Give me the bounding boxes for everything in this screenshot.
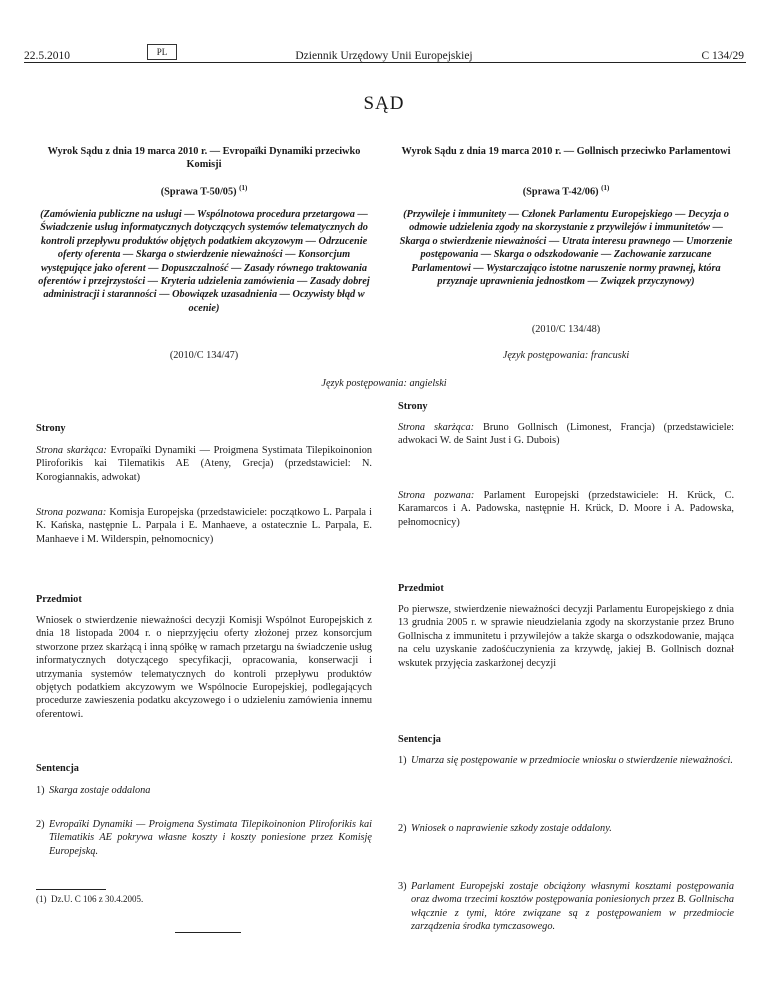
left-document-code: (2010/C 134/47) (169, 350, 239, 361)
left-ruling-item-2: 2) Evropaïki Dynamiki — Proigmena Systimata Tilepikoinonion Pliroforikis kai Tilematikis AE pokrywa własne koszty i koszty poniesione przez Komisję Europejską. (36, 819, 372, 857)
left-case-footnote-ref: (1) (239, 184, 248, 192)
footnote: (1) Dz.U. C 106 z 30.4.2005. (36, 894, 144, 904)
right-ruling-heading: Sentencja (398, 734, 441, 745)
language-badge: PL (147, 44, 177, 60)
right-document-code: (2010/C 134/48) (531, 324, 601, 335)
left-subject-text: Wniosek o stwierdzenie nieważności decyzji Komisji Wspólnot Europejskich z dnia 18 listopada 2004 r. o nieprzyjęciu oferty złożonej przez konsorcjum stworzone przez skarżącą i inną spółkę w ramach przetargu na świadczenie usług informatycznych dotyczącego specyfikacji, opracowania, konserwacji i utrzymania systemów telematycznych do kontroli przepływu produktów objętych podatkiem akcyzowym we Wspólnocie Europejskiej, podlegających procedurze zawieszenia podatku akcyzowego i o udzieleniu zamówienia innemu oferentowi. (36, 615, 372, 720)
right-applicant: Strona skarżąca: Bruno Gollnisch (Limonest, Francja) (przedstawiciele: adwokaci W. de Saint Just i G. Dubois) (398, 422, 734, 447)
left-case-number: (Sprawa T-50/05) $^{(1)}$ (160, 184, 248, 198)
footnote-rule (36, 889, 106, 890)
right-case-footnote-ref: (1) (601, 184, 610, 192)
section-title: SĄD (363, 93, 405, 114)
right-judgment-title: Wyrok Sądu z dnia 19 marca 2010 r. — Gollnisch przeciwko Parlamentowi (401, 146, 731, 157)
left-subject-keywords: (Zamówienia publiczne na usługi — Wspólnotowa procedura przetargowa — Świadczenie usług informatycznych dotyczących systemów telematycznych do kontroli przepływu produktów objętych podatkiem akcyzowym — Odrzucenie oferty oferenta — Skarga o stwierdzenie nieważności — Konsorcjum występujące jako oferent — Dopuszczalność — Zasady równego traktowania oferentów i przejrzystości — Kryteria udzielenia zamówienia — Zasady dobrej administracji i staranności — Obowiązek uzasadnienia — Oczywisty błąd w ocenie) (38, 209, 370, 314)
right-procedure-language: Język postępowania: francuski (502, 350, 630, 361)
page-reference: C 134/29 (701, 50, 744, 62)
page-end-rule (175, 932, 241, 933)
left-parties-heading: Strony (36, 423, 66, 434)
header-rule (24, 62, 746, 63)
right-subject-text: Po pierwsze, stwierdzenie nieważności decyzji Parlamentu Europejskiego z dnia 13 grudnia 2005 r. w sprawie nieudzielania zgody na skorzystanie przez Bruno Gollnischa z immunitetu i przywilejów a także skarga o odszkodowanie, mająca na celu uzyskanie zadośćuczynienia za krzywdę, jakiej B. Gollnisch doznał wskutek przyjęcia zaskarżonej decyzji (398, 604, 734, 669)
right-ruling-item-2: 2) Wniosek o naprawienie szkody zostaje oddalony. (398, 823, 612, 834)
right-subject-keywords: (Przywileje i immunitety — Członek Parlamentu Europejskiego — Decyzja o odmowie udzielenia zgody na skorzystanie z przywilejów i immunitetów — Skarga o stwierdzenie nieważności — Utrata interesu prawnego — Umorzenie postępowania — Skarga o odszkodowanie — Zachowanie zarzucane Parlamentowi — Wystarczająco istotne naruszenie normy prawnej, która przyznaje uprawnienia jednostkom — Związek przyczynowy) (399, 209, 733, 288)
left-judgment-title: Wyrok Sądu z dnia 19 marca 2010 r. — Evropaïki Dynamiki przeciwko Komisji (47, 146, 361, 171)
right-case-number: (Sprawa T-42/06) $^{(1)}$ (522, 184, 610, 198)
right-defendant: Strona pozwana: Parlament Europejski (przedstawiciele: H. Krück, C. Karamarcos i A. Padowska, następnie H. Krück, D. Moore i A. Padowska, pełnomocnicy) (398, 490, 735, 528)
right-subject-heading: Przedmiot (398, 583, 444, 594)
left-subject-heading: Przedmiot (36, 594, 82, 605)
left-procedure-language: Język postępowania: angielski (321, 378, 447, 389)
left-ruling-heading: Sentencja (36, 763, 79, 774)
journal-title: Dziennik Urzędowy Unii Europejskiej (295, 50, 473, 62)
right-ruling-item-1: 1) Umarza się postępowanie w przedmiocie wniosku o stwierdzenie nieważności. (398, 755, 733, 766)
right-ruling-item-3: 3) Parlament Europejski zostaje obciążony własnymi kosztami postępowania oraz dwoma trzecimi kosztów postępowania poniesionych przez B. Gollnischa włącznie z tymi, które związane są z postępowaniem w przedmiocie zarządzenia środka tymczasowego. (398, 881, 734, 933)
right-parties-heading: Strony (398, 401, 428, 412)
left-ruling-item-1: 1) Skarga zostaje oddalona (36, 785, 151, 796)
left-applicant: Strona skarżąca: Evropaïki Dynamiki — Proigmena Systimata Tilepikoinonion Pliroforikis kai Tilematikis AE (Ateny, Grecja) (przedstawiciel: N. Korogiannakis, adwokat) (36, 445, 372, 483)
header-date: 22.5.2010 (24, 50, 70, 62)
left-defendant: Strona pozwana: Komisja Europejska (przedstawiciele: początkowo L. Parpala i K. Kańska, następnie L. Parpala i E. Manhaeve, a ostatecznie L. Parpala, E. Manhaeve i M. Wilderspin, pełnomocnicy) (36, 507, 372, 545)
